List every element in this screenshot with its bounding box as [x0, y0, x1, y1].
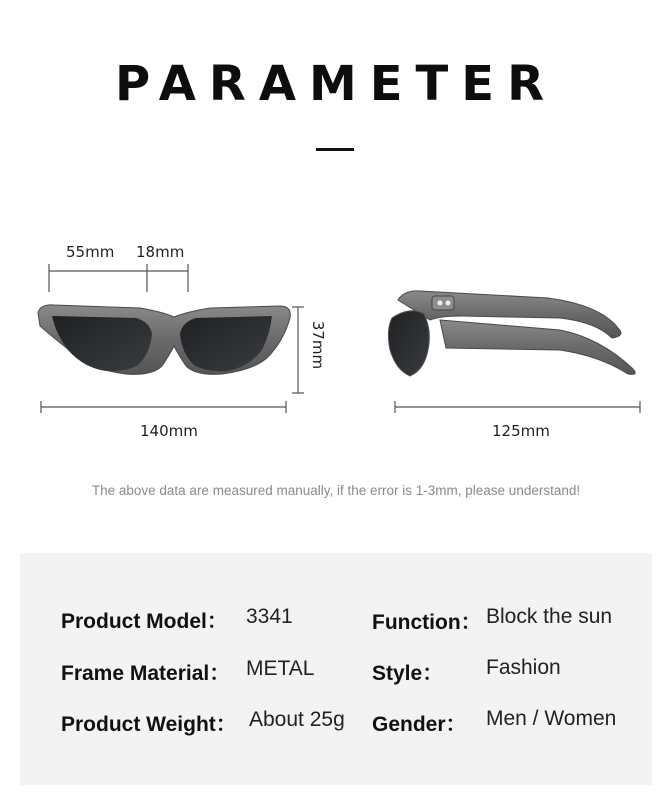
gender-value: Men / Women	[486, 707, 617, 730]
gender-label: Gender：	[372, 713, 467, 736]
bridge-width-label: 18mm	[136, 243, 185, 261]
style-value: Fashion	[486, 656, 561, 679]
style-label: Style：	[372, 662, 444, 685]
frame-width-label: 140mm	[140, 422, 198, 440]
material-label: Frame Material：	[61, 662, 231, 685]
temple-length-label: 125mm	[492, 422, 550, 440]
spec-panel	[20, 553, 652, 785]
model-label: Product Model：	[61, 610, 228, 633]
function-label: Function：	[372, 611, 482, 634]
model-value: 3341	[246, 605, 293, 628]
measurement-note: The above data are measured manually, if the error is 1-3mm, please understand!	[91, 483, 581, 498]
lens-width-label: 55mm	[66, 243, 115, 261]
material-value: METAL	[246, 657, 315, 680]
weight-label: Product Weight：	[61, 713, 237, 736]
page-title: PARAMETER	[114, 56, 558, 112]
function-value: Block the sun	[486, 605, 613, 628]
weight-value: About 25g	[249, 708, 345, 731]
lens-height-label: 37mm	[309, 320, 328, 370]
